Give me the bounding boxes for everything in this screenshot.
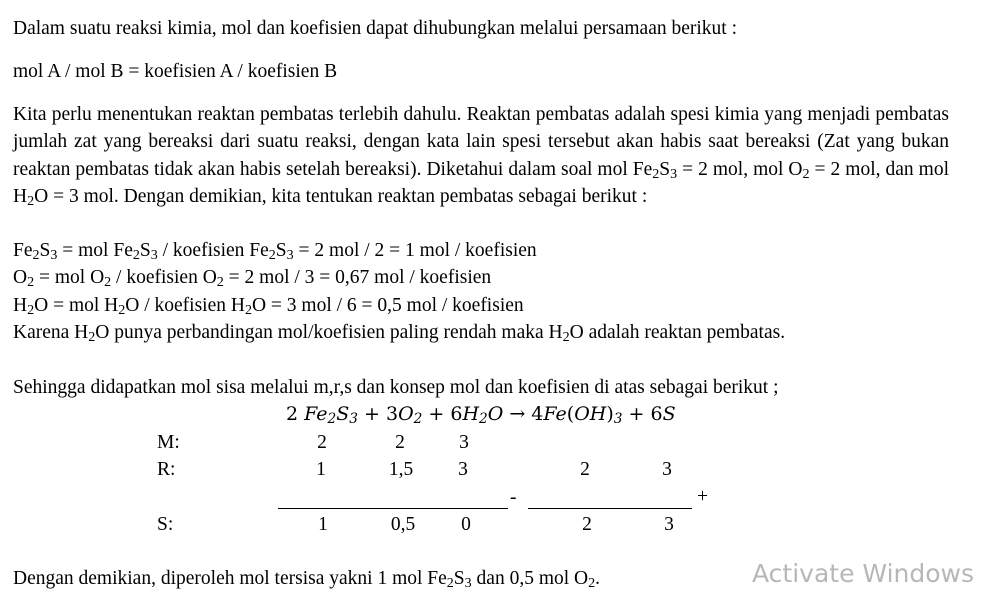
s-cell-feoh3: 2: [582, 514, 592, 535]
reactant-subtotal-rule: [278, 508, 508, 509]
limiting-reactant-paragraph: Kita perlu menentukan reaktan pembatas terlebih dahulu. Reaktan pembatas adalah spesi kimia yang menjadi pembatas jumlah zat yang bereaksi dari suatu reaksi, dengan kata lain spesi tersebut akan habis saat bereaksi (Zat yang bukan reaktan pembatas tidak akan habis setelah bereaksi). Diketahui dalam soal mol $Fe_2S_3 = 2$ mol, mol $O_2 = 2$ mol, dan mol $H_2O = 3$ mol. Dengan demikian, kita tentukan reaktan pembatas sebagai berikut :: [13, 104, 949, 209]
s-cell-s: 3: [664, 514, 674, 535]
r-cell-feoh3: 2: [580, 459, 590, 480]
minus-sign: -: [510, 487, 517, 508]
r-cell-s: 3: [662, 459, 672, 480]
reaction-equation: 2 $Fe_2S_3 + 3O_2 + 6H_2O \to 4Fe(OH)_3 + 6S$: [286, 403, 676, 427]
final-conclusion: Dengan demikian, diperoleh mol tersisa yakni 1 mol $Fe_2S_3$ dan 0,5 mol $O_2$.: [13, 568, 601, 592]
mol-ratio-formula: mol A / mol B = koefisien A / koefisien B: [13, 61, 338, 82]
s-cell-fe2s3: 1: [318, 514, 328, 535]
s-cell-o2: 0,5: [390, 514, 416, 535]
m-cell-fe2s3: 2: [317, 432, 327, 453]
row-label-s: S:: [157, 514, 174, 535]
plus-sign: +: [697, 486, 708, 507]
product-subtotal-rule: [528, 508, 692, 509]
row-label-m: M:: [157, 432, 180, 453]
intro-text: Dalam suatu reaksi kimia, mol dan koefisien dapat dihubungkan melalui persamaan berikut :: [13, 18, 738, 39]
m-cell-h2o: 3: [459, 432, 469, 453]
r-cell-fe2s3: 1: [316, 459, 326, 480]
r-cell-o2: 1,5: [388, 459, 414, 480]
activate-windows-watermark: Activate Windows: [752, 559, 974, 588]
mrs-intro-text: Sehingga didapatkan mol sisa melalui m,r,s dan konsep mol dan koefisien di atas sebagai berikut ;: [13, 377, 779, 398]
s-cell-h2o: 0: [461, 514, 471, 535]
calc-line-fe2s3: $Fe_2S_3$ = mol $Fe_2S_3$ / koefisien $Fe_2S_3 = 2$ mol / 2 = 1 mol / koefisien: [13, 240, 537, 264]
calc-line-o2: $O_2$ = mol $O_2$ / koefisien $O_2 = 2$ mol / 3 = 0,67 mol / koefisien: [13, 267, 492, 291]
r-cell-h2o: 3: [458, 459, 468, 480]
calc-line-h2o: $H_2O$ = mol $H_2O$ / koefisien $H_2O = 3$ mol / 6 = 0,5 mol / koefisien: [13, 295, 524, 319]
limiting-reactant-conclusion: Karena $H_2O$ punya perbandingan mol/koefisien paling rendah maka $H_2O$ adalah reaktan pembatas.: [13, 322, 786, 346]
m-cell-o2: 2: [395, 432, 405, 453]
row-label-r: R:: [157, 459, 176, 480]
